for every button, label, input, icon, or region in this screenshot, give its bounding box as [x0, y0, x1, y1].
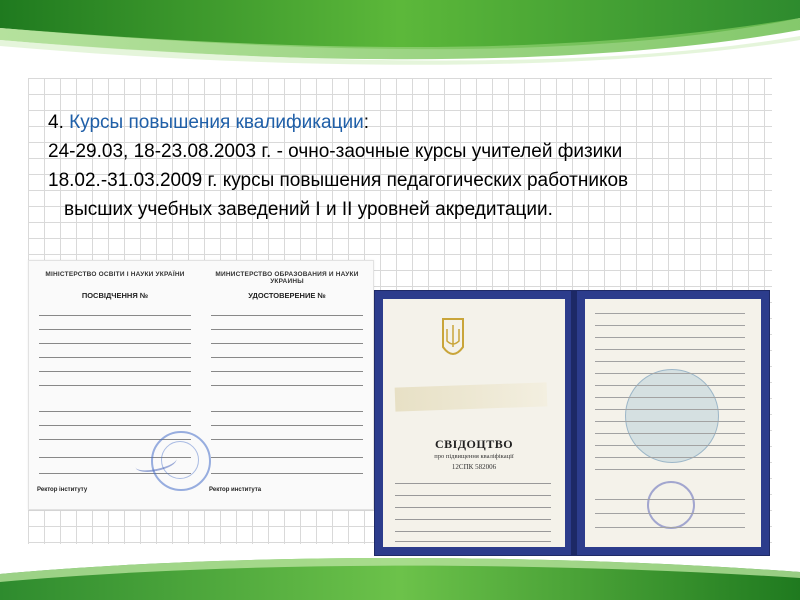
watermark-stamp-icon: [625, 369, 719, 463]
booklet-spine: [571, 291, 577, 555]
course-line-2009-continued: высших учебных заведений I и II уровней акредитации.: [64, 199, 553, 220]
coat-of-arms-icon: [441, 317, 465, 361]
ministry-header-ru: МИНИСТЕРСТВО ОБРАЗОВАНИЯ И НАУКИ УКРАИНЫ: [215, 271, 359, 285]
heading-text: Курсы повышения квалификации: [69, 112, 364, 133]
course-line-2003: 24-29.03, 18-23.08.2003 г. - очно-заочные курсы учителей физики: [48, 141, 623, 162]
heading-number: 4.: [48, 112, 70, 133]
top-wave-decoration: [0, 0, 800, 70]
certificate-title-ua: ПОСВІДЧЕННЯ №: [81, 291, 149, 300]
scanned-certificate-right: [374, 290, 770, 556]
bottom-wave-decoration: [0, 552, 800, 600]
certificate-russian-side: [201, 261, 373, 509]
ministry-header-ua: МІНІСТЕРСТВО ОСВІТИ І НАУКИ УКРАЇНИ: [45, 271, 185, 278]
handwritten-banner: [395, 382, 548, 411]
heading-colon: :: [363, 112, 369, 133]
certificate-subtitle: про підвищення кваліфікації: [434, 453, 514, 460]
certificate-left-page: [383, 299, 565, 547]
course-line-2009: 18.02.-31.03.2009 г. курсы повышения педагогических работников: [48, 170, 629, 191]
section-heading: [48, 108, 768, 137]
certificate-right-page: [585, 299, 761, 547]
rector-label-ua: Ректор інституту: [37, 487, 88, 493]
certificate-ukrainian-side: [29, 261, 201, 509]
certificate-number: 12СПК 582006: [451, 463, 497, 471]
scanned-certificate-left: [28, 260, 374, 510]
certificate-title-ru: УДОСТОВЕРЕНИЕ №: [248, 291, 326, 300]
round-stamp-icon: [647, 481, 695, 529]
certificate-title: СВІДОЦТВО: [434, 437, 514, 451]
slide-text: [48, 108, 768, 224]
rector-label-ru: Ректор института: [209, 487, 262, 493]
